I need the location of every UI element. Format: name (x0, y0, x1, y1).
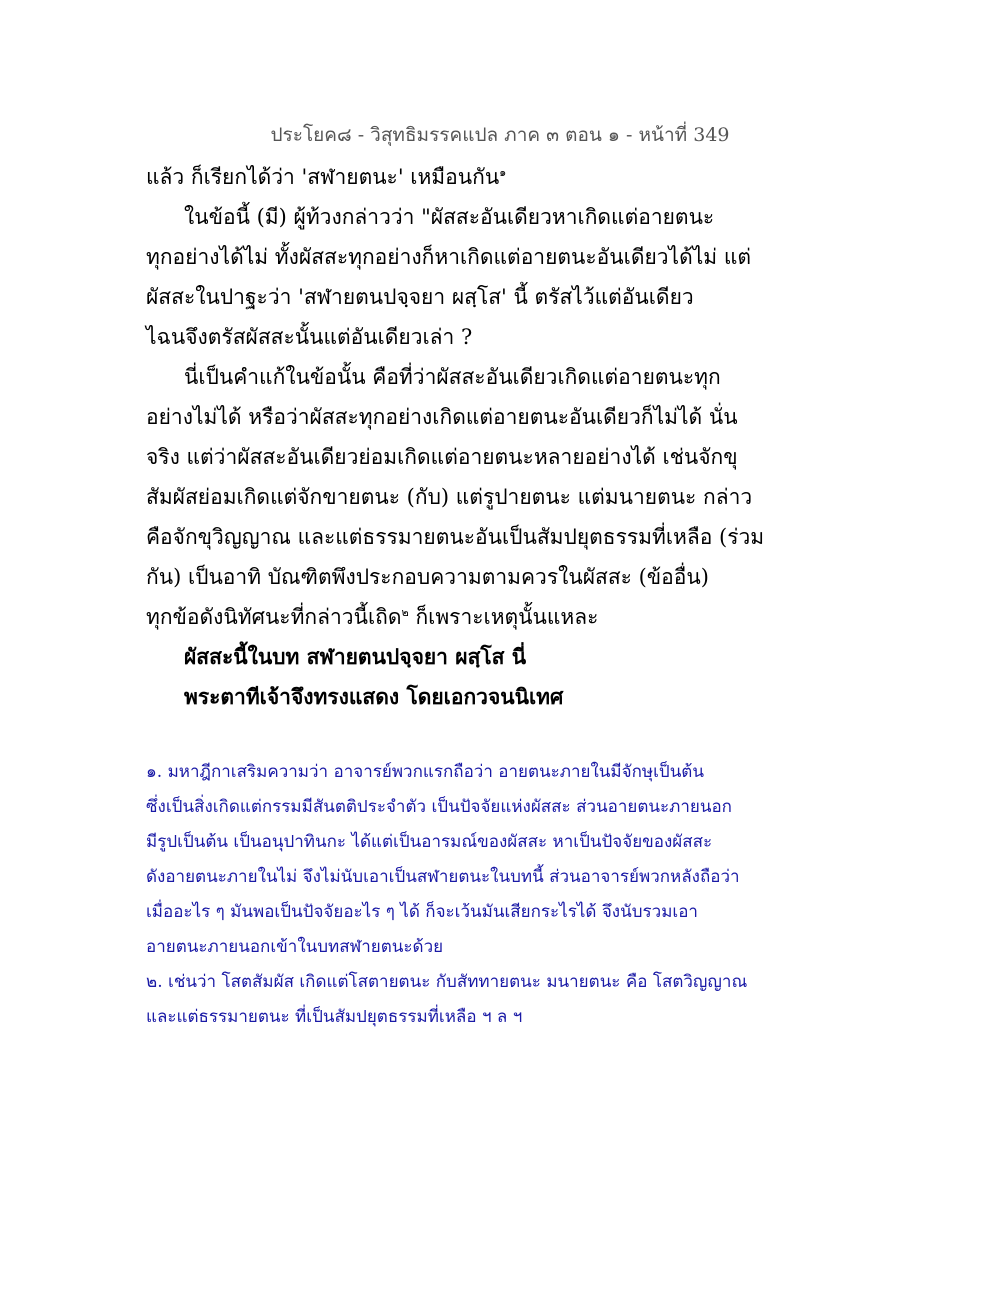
footnote-line: ๒. เช่นว่า โสตสัมผัส เกิดแต่โสตายตนะ กับสัททายตนะ มนายตนะ คือ โสตวิญญาณ (146, 972, 748, 992)
body-line: นี่เป็นคำแก้ในข้อนั้น คือที่ว่าผัสสะอันเดียวเกิดแต่อายตนะทุก (184, 365, 721, 389)
footnote-line: ซึ่งเป็นสิ่งเกิดแต่กรรมมีสันตติประจำตัว เป็นปัจจัยแห่งผัสสะ ส่วนอายตนะภายนอก (146, 797, 732, 817)
body-line: ผัสสะในปาฐะว่า 'สฬายตนปจฺจยา ผสฺโส' นี้ ตรัสไว้แต่อันเดียว (146, 285, 694, 309)
body-line-text: ทุกข้อดังนิทัศนะที่กล่าวนี้เถิด (146, 605, 402, 629)
body-text (146, 157, 765, 717)
body-line-text: แล้ว ก็เรียกได้ว่า 'สฬายตนะ' เหมือนกัน (146, 165, 500, 189)
body-line (146, 597, 746, 637)
body-line: ในข้อนี้ (มี) ผู้ท้วงกล่าวว่า "ผัสสะอันเดียวหาเกิดแต่อายตนะ (184, 205, 715, 229)
footnote-line: มีรูปเป็นต้น เป็นอนุปาทินกะ ได้แต่เป็นอารมณ์ของผัสสะ หาเป็นปัจจัยของผัสสะ (146, 832, 713, 852)
body-line: กัน) เป็นอาทิ บัณฑิตพึงประกอบความตามควรในผัสสะ (ข้ออื่น) (146, 565, 709, 589)
body-line: อย่างไม่ได้ หรือว่าผัสสะทุกอย่างเกิดแต่อายตนะอันเดียวก็ไม่ได้ นั่น (146, 405, 738, 429)
body-line: จริง แต่ว่าผัสสะอันเดียวย่อมเกิดแต่อายตนะหลายอย่างได้ เช่นจักขุ (146, 445, 738, 469)
body-line: ไฉนจึงตรัสผัสสะนั้นแต่อันเดียวเล่า ? (146, 325, 473, 349)
footnotes (146, 755, 786, 1035)
footnote-mark: ๑ (499, 166, 507, 179)
verse-line: พระตาทีเจ้าจึงทรงแสดง โดยเอกวจนนิเทศ (184, 684, 564, 709)
footnote-line: เมื่ออะไร ๆ มันพอเป็นปัจจัยอะไร ๆ ได้ ก็จะเว้นมันเสียกระไรได้ จึงนับรวมเอา (146, 902, 698, 922)
body-line: คือจักขุวิญญาณ และแต่ธรรมายตนะอันเป็นสัมปยุตธรรมที่เหลือ (ร่วม (146, 525, 765, 549)
footnote-mark: ๒ (401, 606, 409, 619)
body-line: สัมผัสย่อมเกิดแต่จักขายตนะ (กับ) แต่รูปายตนะ แต่มนายตนะ กล่าว (146, 485, 753, 509)
body-line: ทุกอย่างได้ไม่ ทั้งผัสสะทุกอย่างก็หาเกิดแต่อายตนะอันเดียวได้ไม่ แต่ (146, 245, 752, 269)
page-header: ประโยค๘ - วิสุทธิมรรคแปล ภาค ๓ ตอน ๑ - หน้าที่ 349 (270, 124, 730, 146)
footnote-line: และแต่ธรรมายตนะ ที่เป็นสัมปยุตธรรมที่เหลือ ฯ ล ฯ (146, 1007, 523, 1027)
footnote-line: อายตนะภายนอกเข้าในบทสฬายตนะด้วย (146, 937, 444, 957)
footnote-line: ๑. มหาฎีกาเสริมความว่า อาจารย์พวกแรกถือว่า อายตนะภายในมีจักษุเป็นต้น (146, 762, 704, 782)
verse-line: ผัสสะนี้ในบท สฬายตนปจฺจยา ผสฺโส นี่ (184, 644, 527, 669)
body-line (146, 157, 746, 197)
footnote-line: ดังอายตนะภายในไม่ จึงไม่นับเอาเป็นสฬายตนะในบทนี้ ส่วนอาจารย์พวกหลังถือว่า (146, 867, 740, 887)
body-line-text: ก็เพราะเหตุนั้นแหละ (415, 605, 599, 629)
